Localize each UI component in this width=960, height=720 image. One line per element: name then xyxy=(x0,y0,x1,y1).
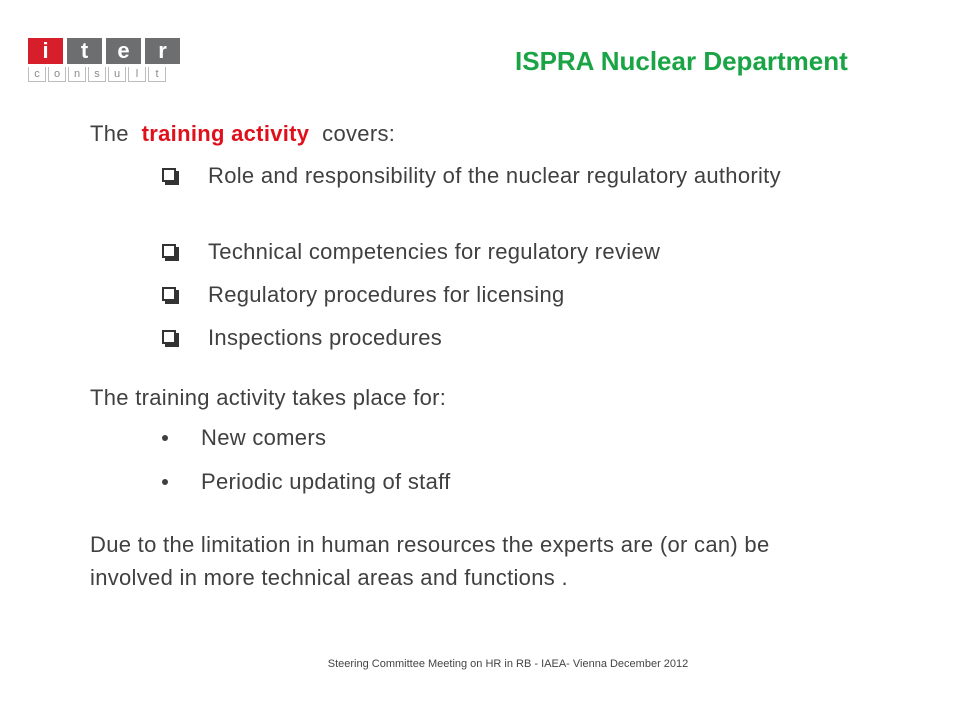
intro-sentence xyxy=(90,117,395,150)
logo-letter: t xyxy=(148,67,166,82)
logo-letter: i xyxy=(28,38,63,64)
takes-place-heading: The training activity takes place for: xyxy=(90,385,447,410)
closing-paragraph: Due to the limitation in human resources the experts are (or can) be involved in more technical areas and functions . xyxy=(90,532,770,590)
checkbox-bullet-icon xyxy=(162,287,176,301)
logo-letter: e xyxy=(106,38,141,64)
checkbox-bullet-icon xyxy=(162,168,176,182)
covers-list-item xyxy=(162,236,660,268)
intro-prefix: The xyxy=(90,121,129,146)
takes-place-item-text: New comers xyxy=(201,425,327,450)
logo-letter: n xyxy=(68,67,86,82)
page-title: ISPRA Nuclear Department xyxy=(515,46,848,76)
logo-letter: r xyxy=(145,38,180,64)
iter-consult-logo xyxy=(28,38,184,84)
checkbox-bullet-icon xyxy=(162,244,176,258)
covers-item-text: Role and responsibility of the nuclear regulatory authority xyxy=(208,163,781,188)
logo-letter: t xyxy=(67,38,102,64)
covers-list-item xyxy=(162,322,442,354)
covers-list-item xyxy=(162,160,782,192)
logo-letter: u xyxy=(108,67,126,82)
covers-list-item xyxy=(162,279,565,311)
logo-bottom-row xyxy=(28,67,184,82)
bullet-dot-icon xyxy=(162,435,168,441)
intro-suffix: covers: xyxy=(322,121,396,146)
checkbox-bullet-icon xyxy=(162,330,176,344)
bullet-dot-icon xyxy=(162,479,168,485)
covers-item-text: Regulatory procedures for licensing xyxy=(208,282,565,307)
logo-letter: o xyxy=(48,67,66,82)
covers-item-text: Technical competencies for regulatory review xyxy=(208,239,661,264)
takes-place-list-item xyxy=(162,466,451,498)
footer-text: Steering Committee Meeting on HR in RB - IAEA- Vienna December 2012 xyxy=(327,658,689,670)
logo-top-row xyxy=(28,38,184,64)
logo-letter: c xyxy=(28,67,46,82)
intro-highlight: training activity xyxy=(141,121,310,146)
takes-place-list-item xyxy=(162,422,326,454)
logo-letter: l xyxy=(128,67,146,82)
logo-letter: s xyxy=(88,67,106,82)
covers-item-text: Inspections procedures xyxy=(208,325,443,350)
takes-place-item-text: Periodic updating of staff xyxy=(201,469,451,494)
